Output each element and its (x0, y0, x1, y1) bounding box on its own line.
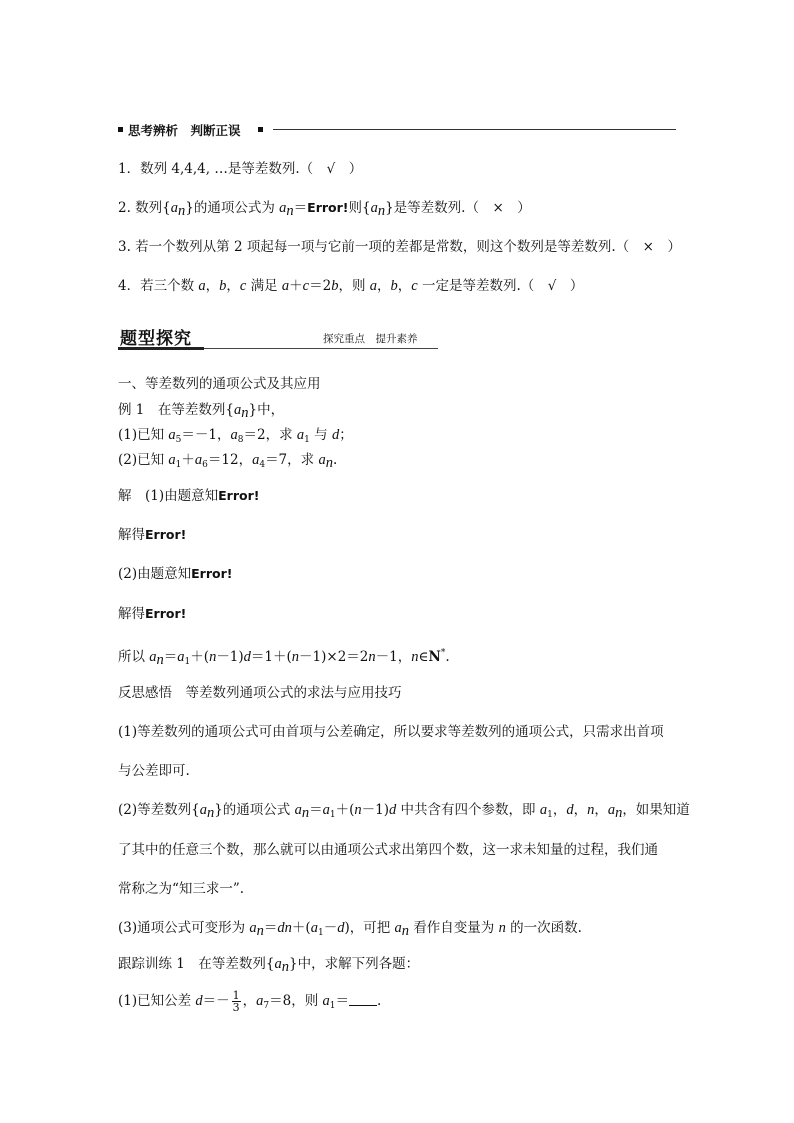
reflection-point-2: (2)等差数列$\{a_n\}$的通项公式 $a_n=a_1+(n-1)d$ 中共含有四个参数，即 $a_1$，d，n，$a_n$，如果知道 (118, 802, 690, 821)
reflection-point-2-cont: 了其中的任意三个数，那么就可以由通项公式求出第四个数，这一求未知量的过程，我们通 (118, 842, 658, 858)
solution-line-4: 解得Error! (118, 606, 187, 622)
fraction-one-third: $\frac{1}{3}$ (232, 989, 240, 1014)
reflection-heading: 反思感悟 等差数列通项公式的求法与应用技巧 (118, 685, 402, 701)
topic-heading: 一、等差数列的通项公式及其应用 (118, 376, 321, 392)
example-1-part-1: (1)已知 $a_5=-1$，$a_8=2$，求 $a_1$ 与 d； (118, 427, 353, 445)
judge-item-1: 1．数列 4,4,4, …是等差数列.（ √ ） (118, 161, 363, 177)
error-text: Error! (191, 566, 233, 581)
reflection-point-2-end: 常称之为“知三求一”. (118, 881, 245, 897)
section-banner (118, 324, 438, 354)
example-1-part-2: (2)已知 $a_1+a_6=12$，$a_4=7$，求 $a_n$. (118, 452, 338, 471)
error-text: Error! (307, 200, 349, 215)
reflection-point-3: (3)通项公式可变形为 $a_n=dn+(a_1-d)$，可把 $a_n$ 看作自变量为 n 的一次函数. (118, 920, 582, 939)
error-text: Error! (218, 488, 260, 503)
square-bullet-icon (118, 127, 123, 132)
solution-result: 所以 $a_n=a_1+(n-1)d=1+(n-1)\times 2=2n-1$，n∈N*. (118, 648, 450, 668)
square-bullet-icon (258, 127, 263, 132)
section-tagline: 探究重点 提升素养 (323, 333, 418, 345)
section-underline-thin (204, 348, 438, 349)
reflection-point-1-cont: 与公差即可. (118, 763, 190, 779)
practice-question-1: (1)已知公差 d＝－ $\frac{1}{3}$ ，$a_7=8$，则 $a_1=$ . (118, 989, 382, 1014)
judge-section-header (118, 123, 676, 137)
judge-item-2: 2. 数列$\{a_n\}$的通项公式为 $a_n=Error$!则$\{a_n\}$是等差数列.（ × ） (118, 200, 531, 219)
example-1: 例 1 在等差数列$\{a_n\}$中， (118, 402, 285, 421)
section-underline-thick (118, 347, 204, 350)
judge-item-4: 4．若三个数 a，b，c 满足 a＋c＝2b，则 a，b，c 一定是等差数列.（ √ ） (118, 278, 584, 294)
answer-blank[interactable] (349, 993, 377, 1006)
reflection-point-1: (1)等差数列的通项公式可由首项与公差确定，所以要求等差数列的通项公式，只需求出首项 (118, 724, 664, 740)
error-text: Error! (145, 606, 187, 621)
practice-heading: 跟踪训练 1 在等差数列$\{a_n\}$中，求解下列各题： (118, 956, 420, 975)
judge-section-title: 思考辨析 判断正误 (128, 123, 241, 138)
solution-line-3: (2)由题意知Error! (118, 566, 233, 582)
header-rule (273, 129, 676, 130)
judge-item-3: 3. 若一个数列从第 2 项起每一项与它前一项的差都是常数，则这个数列是等差数列.（ × ） (118, 239, 681, 255)
solution-line-1: 解 (1)由题意知Error! (118, 488, 260, 504)
error-text: Error! (145, 527, 187, 542)
section-title: 题型探究 (120, 329, 192, 349)
solution-line-2: 解得Error! (118, 527, 187, 543)
